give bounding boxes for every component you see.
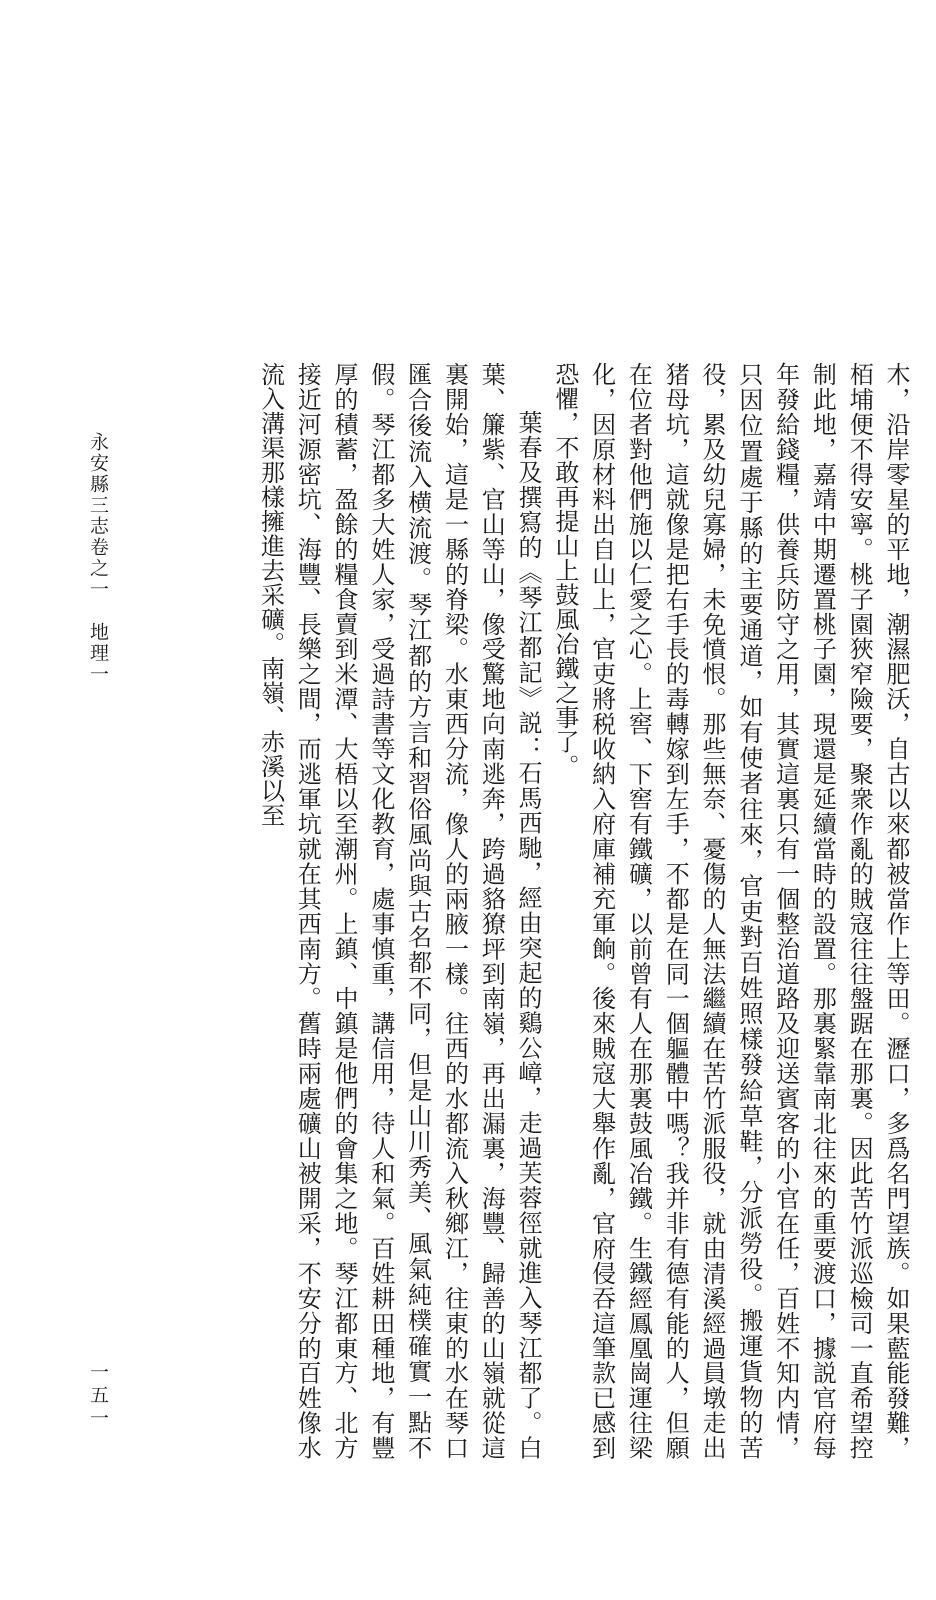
section-title: 地理一 [87,622,109,685]
running-head [84,432,112,762]
paragraph: 葉春及撰寫的《琴江都記》説：石馬西馳，經由突起的鷄公嶂，走過芙蓉徑就進入琴江都了。白葉、簾紫、官山等山，像受驚地向南逃奔，跨過貉獠坪到南嶺，再出漏裏，海豐、歸善的山嶺就從這裏開始，這是一縣的脊梁。水東西分流，像人的兩腋一樣。往西的水都流入秋鄉江，往東的水在琴口匯合後流入横流渡。琴江都的方言和習俗風尚與古名都不同，但是山川秀美、風氣純樸確實一點不假。琴江都多大姓人家，受過詩書等文化教育，處事慎重，講信用，待人和氣。百姓耕田種地，有豐厚的積蓄，盈餘的糧食賣到米潭、大梧以至潮州。上鎮、中鎮是他們的會集之地。琴江都東方、北方接近河源密坑、海豐、長樂之間，而逃軍坑就在其西南方。舊時兩處礦山被開采，不安分的百姓像水流入溝渠那樣擁進去采礦。南嶺、赤溪以至 [256,362,543,1460]
body-text [140,362,914,1460]
page-number: 一五一 [87,1362,109,1431]
paragraph: 木，沿岸零星的平地，潮濕肥沃，自古以來都被當作上等田。瀝口，多爲名門望族。如果藍能發難，栢埔便不得安寧。桃子園狹窄險要，聚衆作亂的賊寇往往盤踞在那裏。因此苦竹派巡檢司一直希望控制此地，嘉靖中期遷置桃子園，現還是延續當時的設置。那裏緊靠南北往來的重要渡口，據説官府每年發給錢糧，供養兵防守之用，其實這裏只有一個整治道路及迎送賓客的小官在任，百姓不知内情，只因位置處于縣的主要通道，如有使者往來，官吏對百姓照樣發給草鞋，分派勞役。搬運貨物的苦役，累及幼兒寡婦，未免憤恨。那些無奈、憂傷的人無法繼續在苦竹派服役，就由清溪經過員墩走出猪母坑，這就像是把右手長的毒轉嫁到左手，不都是在同一個軀體中嗎？我并非有德有能的人，但願在位者對他們施以仁愛之心。上窖、下窖有鐵礦，以前曾有人在那裏鼓風冶鐵。生鐵經鳳凰崗運往梁化，因原材料出自山上，官吏將税收納入府庫補充軍餉。後來賊寇大舉作亂，官府侵吞這筆款已感到恐懼，不敢再提山上鼓風冶鐵之事了。 [550,362,910,1460]
book-title: 永安縣三志卷之一 [87,432,109,600]
